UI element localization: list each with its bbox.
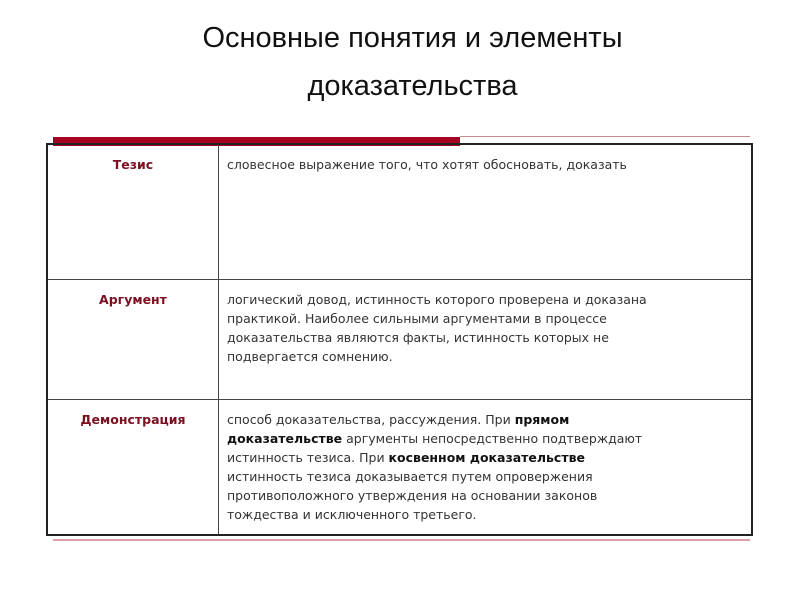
definition-line: истинность тезиса доказывается путем опровержения [227, 468, 593, 484]
bold-term: доказательстве [227, 430, 343, 446]
definition-line: противоположного утверждения на основании законов [227, 487, 598, 503]
term-cell: Тезис [47, 144, 219, 279]
definition-line [227, 429, 743, 448]
footer-divider [53, 539, 750, 541]
definition-line: подвергается сомнению. [227, 348, 393, 364]
definition-line: практикой. Наиболее сильными аргументами в процессе [227, 310, 607, 326]
definition-line: словесное выражение того, что хотят обосновать, доказать [227, 157, 627, 172]
table-row [47, 399, 752, 535]
definition-cell [219, 144, 753, 279]
definition-cell [219, 279, 753, 399]
concepts-table [46, 143, 753, 536]
slide-title-line-1: Основные понятия и элементы [202, 22, 623, 54]
text: истинность тезиса. При [227, 449, 389, 465]
term-cell: Аргумент [47, 279, 219, 399]
slide-title-line-2: доказательства [307, 70, 518, 102]
table-row [47, 144, 752, 279]
definition-line: логический довод, истинность которого проверена и доказана [227, 291, 647, 307]
definition-line [227, 448, 743, 467]
bold-term: прямом [514, 411, 570, 427]
definition-line: доказательства являются факты, истинность которых не [227, 329, 609, 345]
table-row [47, 279, 752, 399]
text: аргументы непосредственно подтверждают [342, 430, 643, 446]
definition-line: тождества и исключенного третьего. [227, 506, 477, 522]
term-cell: Демонстрация [47, 399, 219, 535]
text: способ доказательства, рассуждения. При [227, 411, 515, 427]
accent-line [460, 136, 750, 137]
definition-line [227, 410, 743, 429]
definition-cell [219, 399, 753, 535]
bold-term: косвенном доказательстве [388, 449, 585, 465]
